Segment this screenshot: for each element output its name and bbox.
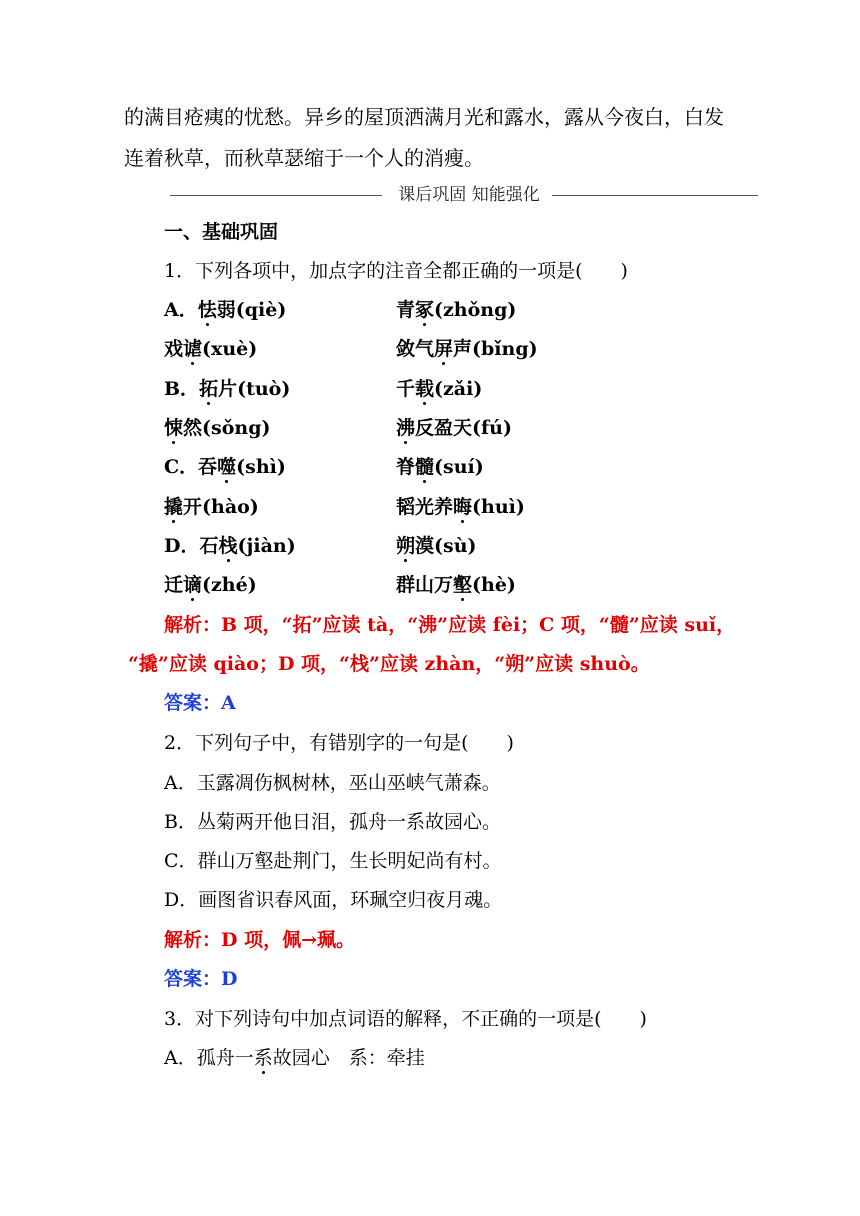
q1-option-label: C．: [164, 456, 199, 478]
q1-word-suffix: 片(tuò): [218, 378, 291, 400]
q1-dotted-char: 怯: [197, 299, 217, 321]
q1-analysis-line-1: 解析：B 项，“拓”应读 tà，“沸”应读 fèi；C 项，“髓”应读 suǐ，: [164, 614, 736, 636]
q1-option-left: [164, 535, 296, 557]
q1-answer: 答案：A: [164, 692, 236, 714]
q1-option-label: B．: [164, 378, 200, 400]
q1-word-prefix: 群山万: [396, 574, 454, 596]
q1-dotted-char: 拓: [199, 378, 219, 400]
q1-word-suffix: (hè): [472, 574, 516, 596]
q1-option-right: [396, 376, 482, 402]
q1-word-suffix: (zǎi): [434, 378, 483, 400]
q1-dotted-char: 朔: [396, 535, 416, 557]
q1-word-prefix: 吞: [198, 456, 218, 478]
q1-option-row: [164, 454, 764, 480]
q1-word-prefix: 戏: [164, 338, 184, 360]
q1-option-right: [396, 336, 538, 362]
q1-option-left: [164, 574, 257, 596]
q1-option-row: [164, 572, 764, 598]
q3-option-a-dotted-char: 系: [253, 1047, 273, 1069]
q1-stem: 1．下列各项中，加点字的注音全都正确的一项是( ): [164, 260, 628, 282]
q1-dotted-char: 载: [415, 378, 435, 400]
q3-option-a-suffix: 故园心 系：牵挂: [272, 1047, 425, 1069]
q1-option-label: A．: [164, 299, 198, 321]
section-divider: [170, 184, 758, 206]
q1-option-label: D．: [164, 535, 200, 557]
q1-option-row: [164, 415, 764, 441]
q1-option-row: [164, 297, 764, 323]
q2-option-c: C．群山万壑赴荆门，生长明妃尚有村。: [164, 850, 502, 872]
q1-word-suffix: (xuè): [202, 338, 258, 360]
q1-word-suffix: 弱(qiè): [216, 299, 287, 321]
q1-word-suffix: 声(bǐng): [453, 338, 538, 360]
q1-dotted-char: 谪: [183, 574, 203, 596]
q1-option-row: [164, 336, 764, 362]
q2-answer: 答案：D: [164, 968, 238, 990]
section-title: 一、基础巩固: [164, 221, 279, 243]
q1-word-suffix: (suí): [434, 456, 484, 478]
q1-option-row: [164, 533, 764, 559]
q1-analysis-line-2: “撬”应读 qiào；D 项，“栈”应读 zhàn，“朔”应读 shuò。: [128, 653, 650, 675]
q1-dotted-char: 髓: [415, 456, 435, 478]
q1-word-prefix: 脊: [396, 456, 416, 478]
q3-option-a-prefix: A．孤舟一: [164, 1047, 254, 1069]
q1-word-suffix: 反盈天(fú): [415, 417, 512, 439]
q2-option-a: A．玉露凋伤枫树林，巫山巫峡气萧森。: [164, 772, 501, 794]
q1-dotted-char: 栈: [218, 535, 238, 557]
q1-word-prefix: 青: [396, 299, 416, 321]
q2-stem: 2．下列句子中，有错别字的一句是( ): [164, 732, 514, 754]
q3-stem: 3．对下列诗句中加点词语的解释，不正确的一项是( ): [164, 1008, 647, 1030]
q1-word-prefix: 韬光养: [396, 496, 454, 518]
q1-option-right: [396, 415, 512, 441]
divider-label: 课后巩固 知能强化: [398, 185, 540, 205]
q1-dotted-char: 屏: [434, 338, 454, 360]
q1-option-row: [164, 376, 764, 402]
q1-word-suffix: (zhǒng): [434, 299, 517, 321]
q1-dotted-char: 谑: [183, 338, 203, 360]
q1-option-left: [164, 417, 270, 439]
q1-word-suffix: (huì): [472, 496, 525, 518]
q1-option-right: [396, 533, 477, 559]
q1-option-left: [164, 456, 286, 478]
q1-word-suffix: (jiàn): [237, 535, 296, 557]
q1-option-left: [164, 378, 290, 400]
divider-rule-left: [170, 195, 382, 196]
divider-rule-right: [552, 195, 758, 196]
q1-option-left: [164, 299, 286, 321]
q1-dotted-char: 撬: [164, 496, 184, 518]
q1-dotted-char: 噬: [217, 456, 237, 478]
q1-dotted-char: 沸: [396, 417, 416, 439]
q1-word-suffix: (shì): [236, 456, 286, 478]
q2-option-d: D．画图省识春风面，环珮空归夜月魂。: [164, 889, 503, 911]
q1-dotted-char: 晦: [453, 496, 473, 518]
q1-word-prefix: 石: [199, 535, 219, 557]
q1-word-prefix: 千: [396, 378, 416, 400]
intro-line-1: 的满目疮痍的忧愁。异乡的屋顶洒满月光和露水，露从今夜白，白发: [124, 105, 724, 129]
q1-word-suffix: 漠(sù): [415, 535, 477, 557]
q1-word-suffix: (zhé): [202, 574, 257, 596]
q3-option-a: [164, 1045, 425, 1071]
q1-dotted-char: 悚: [164, 417, 184, 439]
q2-analysis: 解析：D 项，佩→珮。: [164, 929, 356, 951]
q1-word-prefix: 敛气: [396, 338, 435, 360]
q1-word-suffix: 然(sǒng): [183, 417, 271, 439]
q1-dotted-char: 冢: [415, 299, 435, 321]
q2-option-b: B．丛菊两开他日泪，孤舟一系故园心。: [164, 811, 501, 833]
intro-line-2: 连着秋草，而秋草瑟缩于一个人的消瘦。: [124, 146, 484, 170]
q1-option-left: [164, 496, 259, 518]
q1-word-prefix: 迁: [164, 574, 184, 596]
q1-dotted-char: 壑: [453, 574, 473, 596]
q1-option-left: [164, 338, 257, 360]
q1-option-row: [164, 494, 764, 520]
q1-option-right: [396, 572, 516, 598]
q1-option-right: [396, 494, 525, 520]
q1-option-right: [396, 297, 516, 323]
q1-option-right: [396, 454, 484, 480]
q1-word-suffix: 开(hào): [183, 496, 259, 518]
